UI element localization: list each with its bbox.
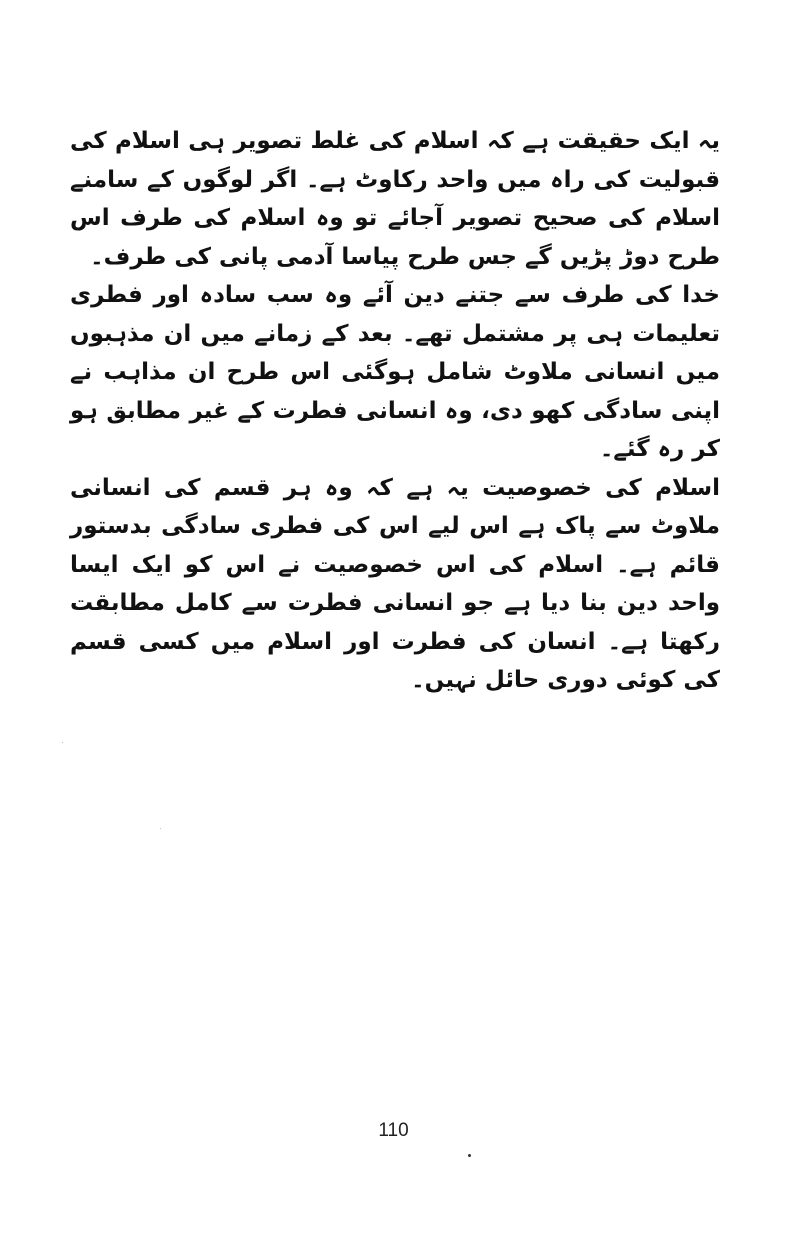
paragraph-2: خدا کی طرف سے جتنے دین آئے وہ سب سادہ اور فطری تعلیمات ہی پر مشتمل تھے۔ بعد کے زمانے میں ان مذہبوں میں انسانی ملاوٹ شامل ہوگئی اس طرح ان مذاہب نے اپنی سادگی کھو دی، وہ انسانی فطرت کے غیر مطابق ہو کر رہ گئے۔ [70,282,720,462]
paragraph-3: اسلام کی خصوصیت یہ ہے کہ وہ ہر قسم کی انسانی ملاوٹ سے پاک ہے اس لیے اس کی فطری سادگی بدستور قائم ہے۔ اسلام کی اس خصوصیت نے اس کو ایک ایسا واحد دین بنا دیا ہے جو انسانی فطرت سے کامل مطابقت رکھتا ہے۔ انسان کی فطرت اور اسلام میں کسی قسم کی کوئی دوری حائل نہیں۔ [70,474,720,693]
scan-speck [468,1154,471,1157]
scan-speck [62,742,63,743]
body-text [70,122,720,700]
paragraph-1: یہ ایک حقیقت ہے کہ اسلام کی غلط تصویر ہی اسلام کی قبولیت کی راہ میں واحد رکاوٹ ہے۔ اگر لوگوں کے سامنے اسلام کی صحیح تصویر آجائے تو وہ اسلام کی طرف اس طرح دوڑ پڑیں گے جس طرح پیاسا آدمی پانی کی طرف۔ [70,128,720,270]
page-number: 110 [378,1120,409,1141]
scan-speck [160,828,161,829]
